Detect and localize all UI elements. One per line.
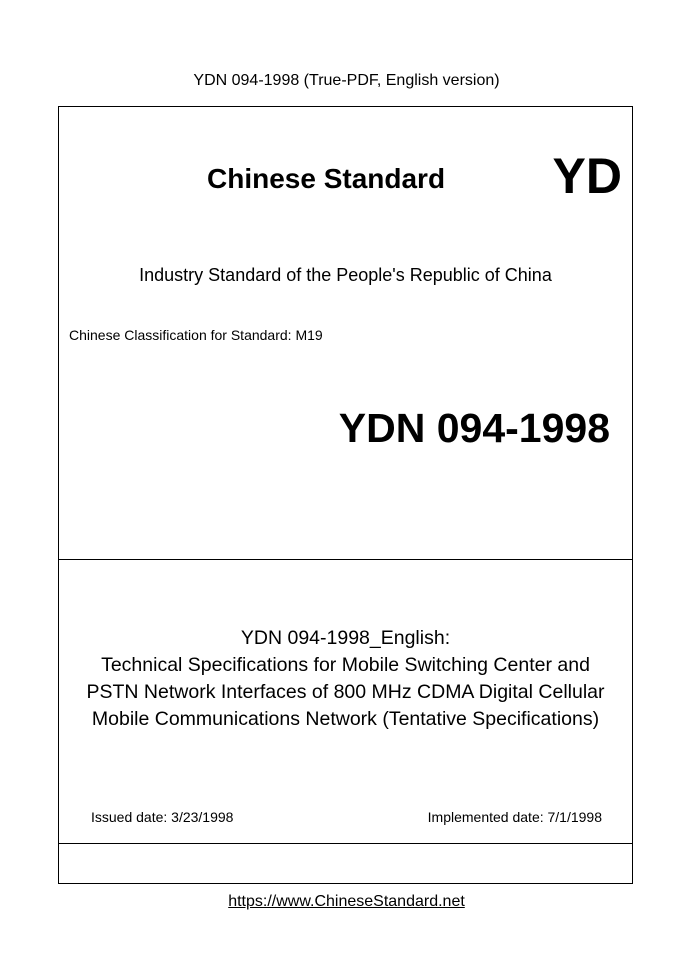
footer <box>0 893 693 911</box>
bottom-divider <box>59 843 632 844</box>
cover-frame <box>58 106 633 884</box>
website-link[interactable]: https://www.ChineseStandard.net <box>228 893 465 910</box>
yd-mark: YD <box>552 148 622 204</box>
issued-date: Issued date: 3/23/1998 <box>91 809 234 825</box>
document-title-line: YDN 094-1998_English: <box>240 627 451 649</box>
document-title-line: Technical Specifications for Mobile Switching Center and <box>101 654 590 676</box>
section-divider <box>59 559 632 560</box>
standard-title: Chinese Standard <box>207 163 446 194</box>
page-header-caption: YDN 094-1998 (True-PDF, English version) <box>193 72 500 89</box>
industry-standard-line: Industry Standard of the People's Republic of China <box>139 265 552 285</box>
document-title-line: Mobile Communications Network (Tentative Specifications) <box>91 708 600 730</box>
document-title-line: PSTN Network Interfaces of 800 MHz CDMA Digital Cellular <box>86 681 605 703</box>
document-title-block <box>59 625 632 733</box>
implemented-date: Implemented date: 7/1/1998 <box>427 809 602 825</box>
standard-code: YDN 094-1998 <box>338 405 610 451</box>
classification-line: Chinese Classification for Standard: M19 <box>69 327 323 343</box>
